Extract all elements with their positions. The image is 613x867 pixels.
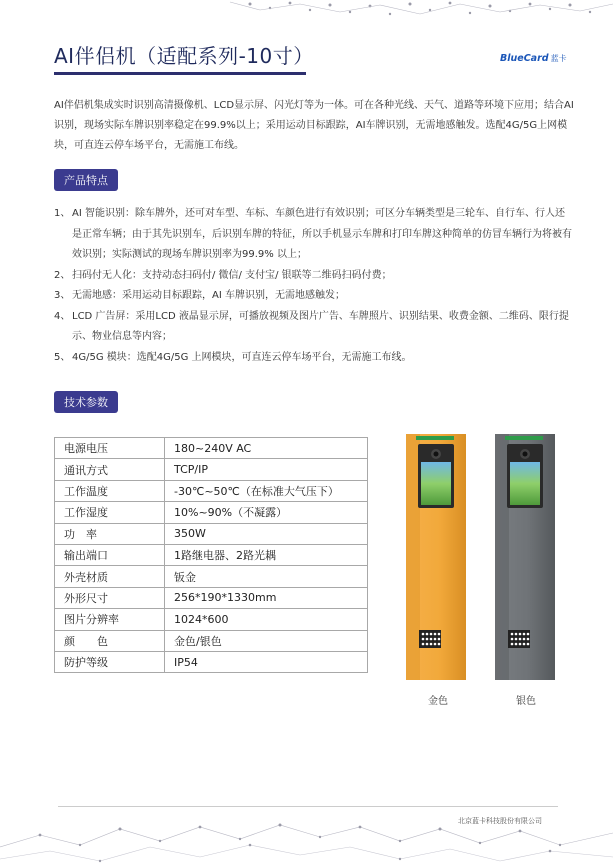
list-item xyxy=(54,307,574,348)
item-number: 1、 xyxy=(54,208,71,219)
spec-key: 工作温度 xyxy=(55,480,165,501)
table-row xyxy=(55,459,368,480)
specs-table xyxy=(54,437,368,673)
spec-value: 180~240V AC xyxy=(165,438,368,459)
spec-value: 350W xyxy=(165,523,368,544)
item-text: 扫码付无人化：支持动态扫码付/ 微信/ 支付宝/ 银联等二维码扫码付费； xyxy=(72,269,392,281)
title-underline xyxy=(54,72,306,75)
item-text: 无需地感：采用运动目标跟踪，AI 车牌识别，无需地感触发； xyxy=(72,290,345,301)
bottom-decoration xyxy=(0,807,613,867)
table-row xyxy=(55,502,368,523)
table-row xyxy=(55,587,368,608)
brand-logo xyxy=(500,53,567,64)
table-row xyxy=(55,544,368,565)
table-row xyxy=(55,651,368,672)
spec-key: 通讯方式 xyxy=(55,459,165,480)
spec-value: IP54 xyxy=(165,651,368,672)
spec-value: -30℃~50℃（在标准大气压下） xyxy=(165,480,368,501)
features-list xyxy=(54,204,574,368)
spec-key: 外壳材质 xyxy=(55,566,165,587)
table-row xyxy=(55,566,368,587)
spec-key: 外形尺寸 xyxy=(55,587,165,608)
spec-key: 工作湿度 xyxy=(55,502,165,523)
spec-key: 防护等级 xyxy=(55,651,165,672)
item-text: 4G/5G 模块：选配4G/5G 上网模块，可直连云停车场平台，无需施工布线。 xyxy=(72,351,412,363)
item-number: 5、 xyxy=(54,351,71,363)
specs-section-title: 技术参数 xyxy=(54,391,118,413)
item-text: AI 智能识别：除车牌外，还可对车型、车标、车颜色进行有效识别；可区分车辆类型是三轮车、自行车、行人还是正常车辆；由于其先识别车，后识别车牌的特征，所以手机显示车牌和打印车牌这种简单的仿冒车辆行为将被有效识别；实际测试的现场车牌识别率为99.9% 以上； xyxy=(72,208,572,260)
silver-caption: 银色 xyxy=(516,696,536,707)
table-row xyxy=(55,523,368,544)
spec-value: TCP/IP xyxy=(165,459,368,480)
logo-cn-text: 蓝卡 xyxy=(550,54,567,63)
list-item xyxy=(54,266,574,287)
intro-paragraph: AI伴侣机集成实时识别高清摄像机、LCD显示屏、闪光灯等为一体。可在各种光线、天气、道路等环境下应用；结合AI识别，现场实际车牌识别率稳定在99.9%以上；采用运动目标跟踪，AI车牌识别，无需地感触发。选配4G/5G上网模块，可直连云停车场平台，无需施工布线。 xyxy=(54,100,574,151)
gold-pillar-image xyxy=(404,430,470,682)
silver-pillar-image xyxy=(493,430,559,682)
item-number: 3、 xyxy=(54,290,71,301)
spec-key: 图片分辨率 xyxy=(55,609,165,630)
spec-key: 功 率 xyxy=(55,523,165,544)
spec-key: 电源电压 xyxy=(55,438,165,459)
spec-value: 钣金 xyxy=(165,566,368,587)
features-section-title: 产品特点 xyxy=(54,169,118,191)
table-row xyxy=(55,480,368,501)
list-item xyxy=(54,348,574,369)
spec-value: 金色/银色 xyxy=(165,630,368,651)
item-text: LCD 广告屏：采用LCD 液晶显示屏，可播放视频及图片广告、车牌照片、识别结果、收费金额、二维码、限行提示、物业信息等内容； xyxy=(72,310,569,342)
table-row xyxy=(55,438,368,459)
spec-key: 输出端口 xyxy=(55,544,165,565)
item-number: 2、 xyxy=(54,269,71,281)
table-row xyxy=(55,609,368,630)
logo-text: BlueCard xyxy=(500,53,549,64)
spec-value: 1024*600 xyxy=(165,609,368,630)
item-number: 4、 xyxy=(54,310,71,322)
top-decoration xyxy=(0,0,613,30)
spec-value: 256*190*1330mm xyxy=(165,587,368,608)
company-name: 北京蓝卡科技股份有限公司 xyxy=(458,817,542,825)
table-row xyxy=(55,630,368,651)
page-title: AI伴侣机（适配系列-10寸） xyxy=(54,44,314,68)
list-item xyxy=(54,204,574,266)
spec-value: 10%~90%（不凝露） xyxy=(165,502,368,523)
spec-value: 1路继电器、2路光耦 xyxy=(165,544,368,565)
gold-caption: 金色 xyxy=(428,696,448,707)
list-item xyxy=(54,286,574,307)
spec-key: 颜 色 xyxy=(55,630,165,651)
